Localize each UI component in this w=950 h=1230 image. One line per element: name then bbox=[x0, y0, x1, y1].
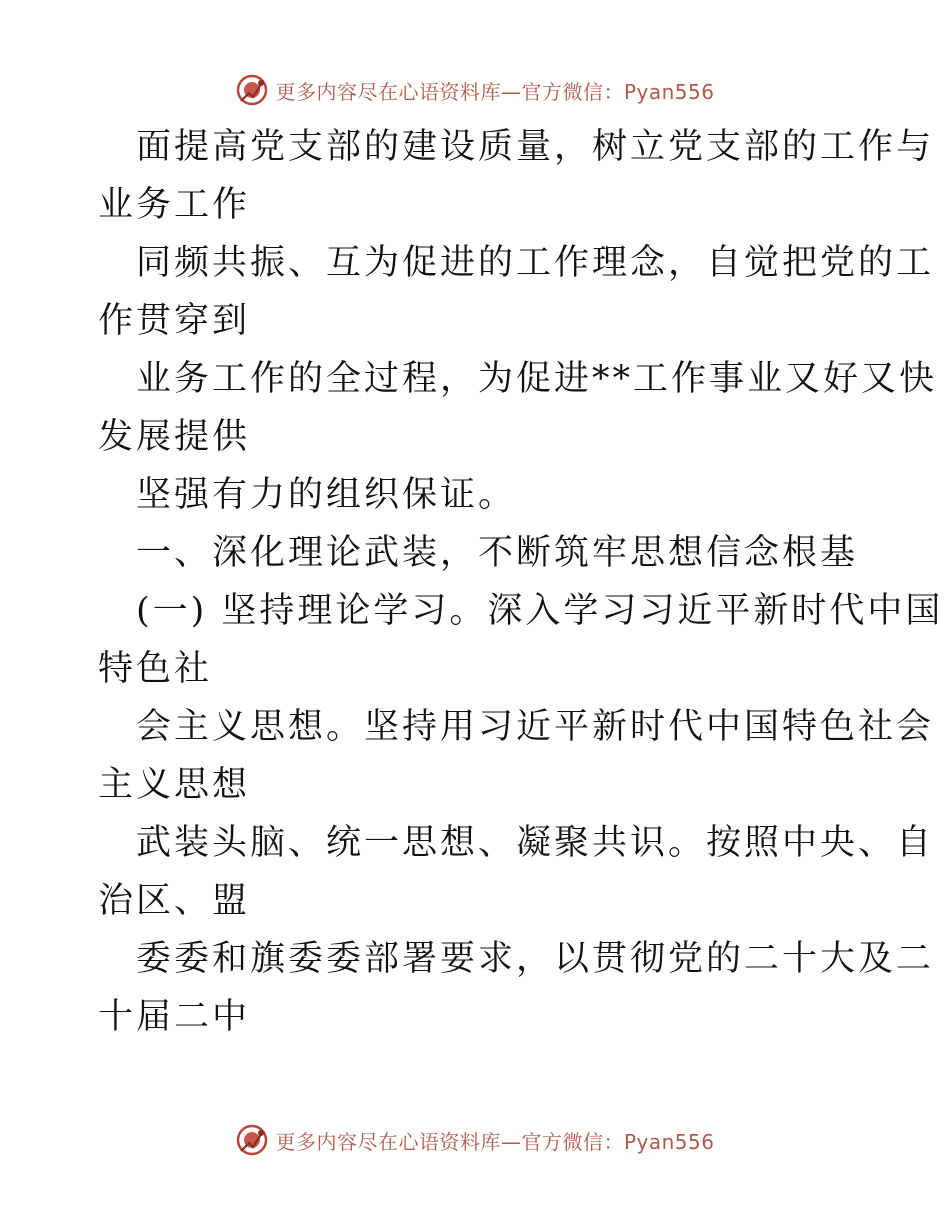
body-line: 业务工作 bbox=[98, 185, 251, 225]
body-line: 业务工作的全过程，为促进**工作事业又好又快 bbox=[136, 359, 938, 399]
body-line: 十届二中 bbox=[98, 997, 251, 1037]
logo-icon bbox=[235, 1123, 269, 1157]
body-line: 委委和旗委委部署要求，以贯彻党的二十大及二 bbox=[136, 939, 935, 979]
header-watermark-text: 更多内容尽在心语资料库—官方微信：Pyan556 bbox=[275, 79, 715, 104]
body-line: 武装头脑、统一思想、凝聚共识。按照中央、自 bbox=[136, 823, 935, 863]
footer-watermark bbox=[0, 1120, 950, 1160]
body-line: 作贯穿到 bbox=[98, 301, 251, 341]
body-line: 面提高党支部的建设质量，树立党支部的工作与 bbox=[136, 127, 935, 167]
document-body bbox=[98, 118, 944, 1046]
body-line: (一) 坚持理论学习。深入学习习近平新时代中国 bbox=[136, 591, 944, 631]
body-line: 发展提供 bbox=[98, 417, 251, 457]
logo-icon bbox=[235, 73, 269, 107]
body-line: 会主义思想。坚持用习近平新时代中国特色社会 bbox=[136, 707, 935, 747]
section-heading: 一、深化理论武装，不断筑牢思想信念根基 bbox=[136, 533, 859, 573]
header-watermark bbox=[0, 70, 950, 110]
body-line: 治区、盟 bbox=[98, 881, 251, 921]
body-line: 坚强有力的组织保证。 bbox=[136, 475, 517, 515]
footer-watermark-text: 更多内容尽在心语资料库—官方微信：Pyan556 bbox=[275, 1129, 715, 1154]
body-line: 主义思想 bbox=[98, 765, 251, 805]
body-line: 特色社 bbox=[98, 649, 213, 689]
body-line: 同频共振、互为促进的工作理念，自觉把党的工 bbox=[136, 243, 935, 283]
